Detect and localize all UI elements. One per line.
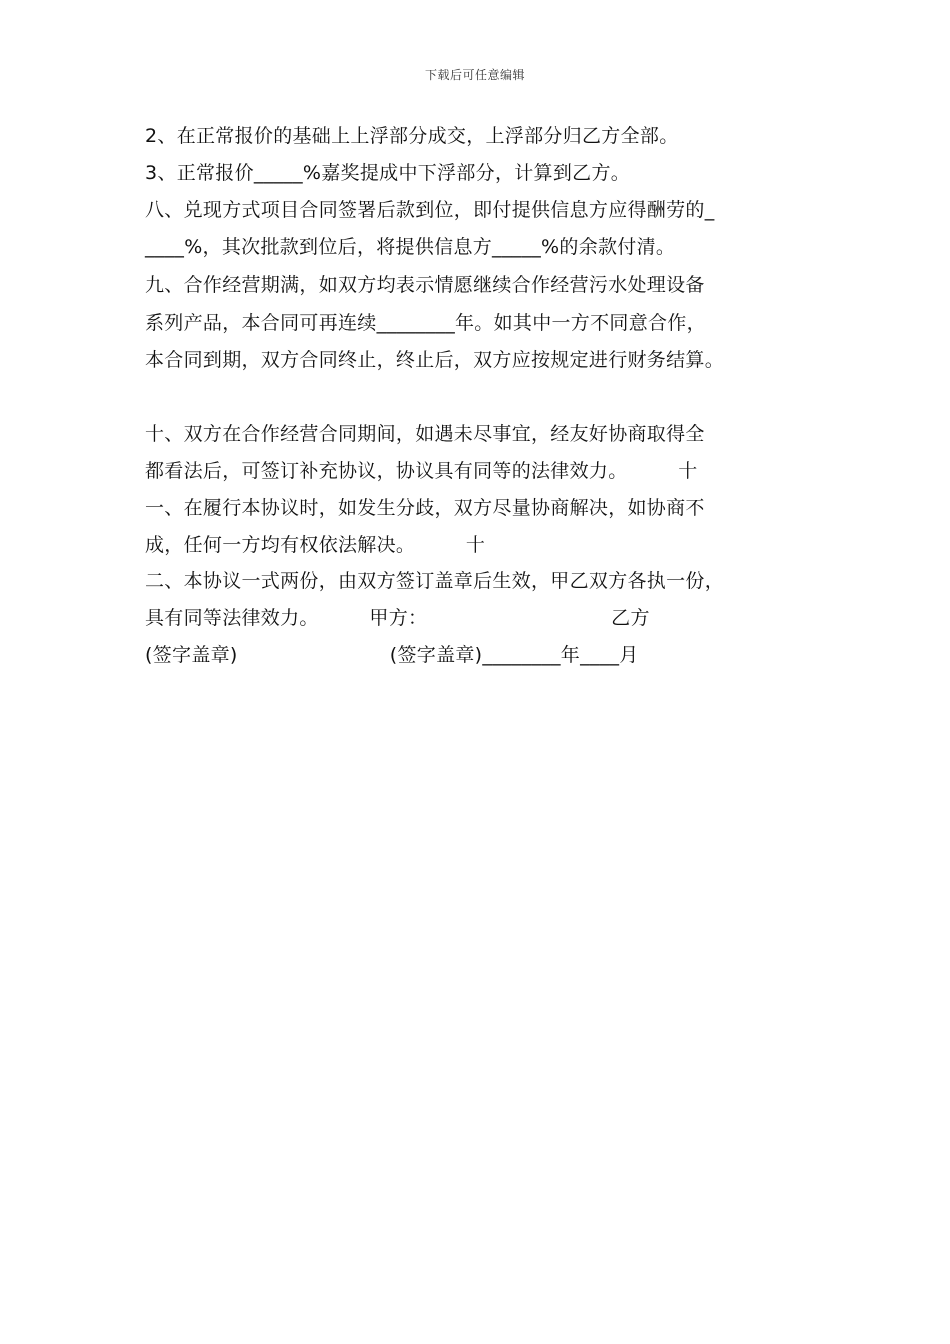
clause-11-line-1: 一、在履行本协议时，如发生分歧，双方尽量协商解决，如协商不 <box>145 497 705 519</box>
clause-9-line-1: 九、合作经营期满，如双方均表示情愿继续合作经营污水处理设备 <box>145 274 705 296</box>
clause-2-line: 2、在正常报价的基础上上浮部分成交，上浮部分归乙方全部。 <box>145 125 679 147</box>
clause-12-line-1: 二、本协议一式两份，由双方签订盖章后生效，甲乙双方各执一份， <box>145 570 725 592</box>
page-header: 下载后可任意编辑 <box>424 68 525 82</box>
signature-seal-line: (签字盖章) (签字盖章)________年____月 <box>145 644 639 666</box>
clause-8-line-2: ____%，其次批款到位后，将提供信息方_____%的余款付清。 <box>145 236 676 258</box>
clause-9-line-2: 系列产品，本合同可再连续________年。如其中一方不同意合作， <box>145 312 706 334</box>
clause-3-line: 3、正常报价_____%嘉奖提成中下浮部分，计算到乙方。 <box>145 162 631 184</box>
signature-parties-line: 具有同等法律效力。 甲方： 乙方 <box>145 607 650 629</box>
clause-10-line-1: 十、双方在合作经营合同期间，如遇未尽事宜，经友好协商取得全 <box>145 423 705 445</box>
clause-11-line-2: 成，任何一方均有权依法解决。 十 <box>145 534 486 556</box>
clause-9-line-3: 本合同到期，双方合同终止，终止后，双方应按规定进行财务结算。 <box>145 349 725 371</box>
clause-10-line-2: 都看法后，可签订补充协议，协议具有同等的法律效力。 十 <box>145 460 698 482</box>
clause-8-line-1: 八、兑现方式项目合同签署后款到位，即付提供信息方应得酬劳的_ <box>145 199 715 221</box>
